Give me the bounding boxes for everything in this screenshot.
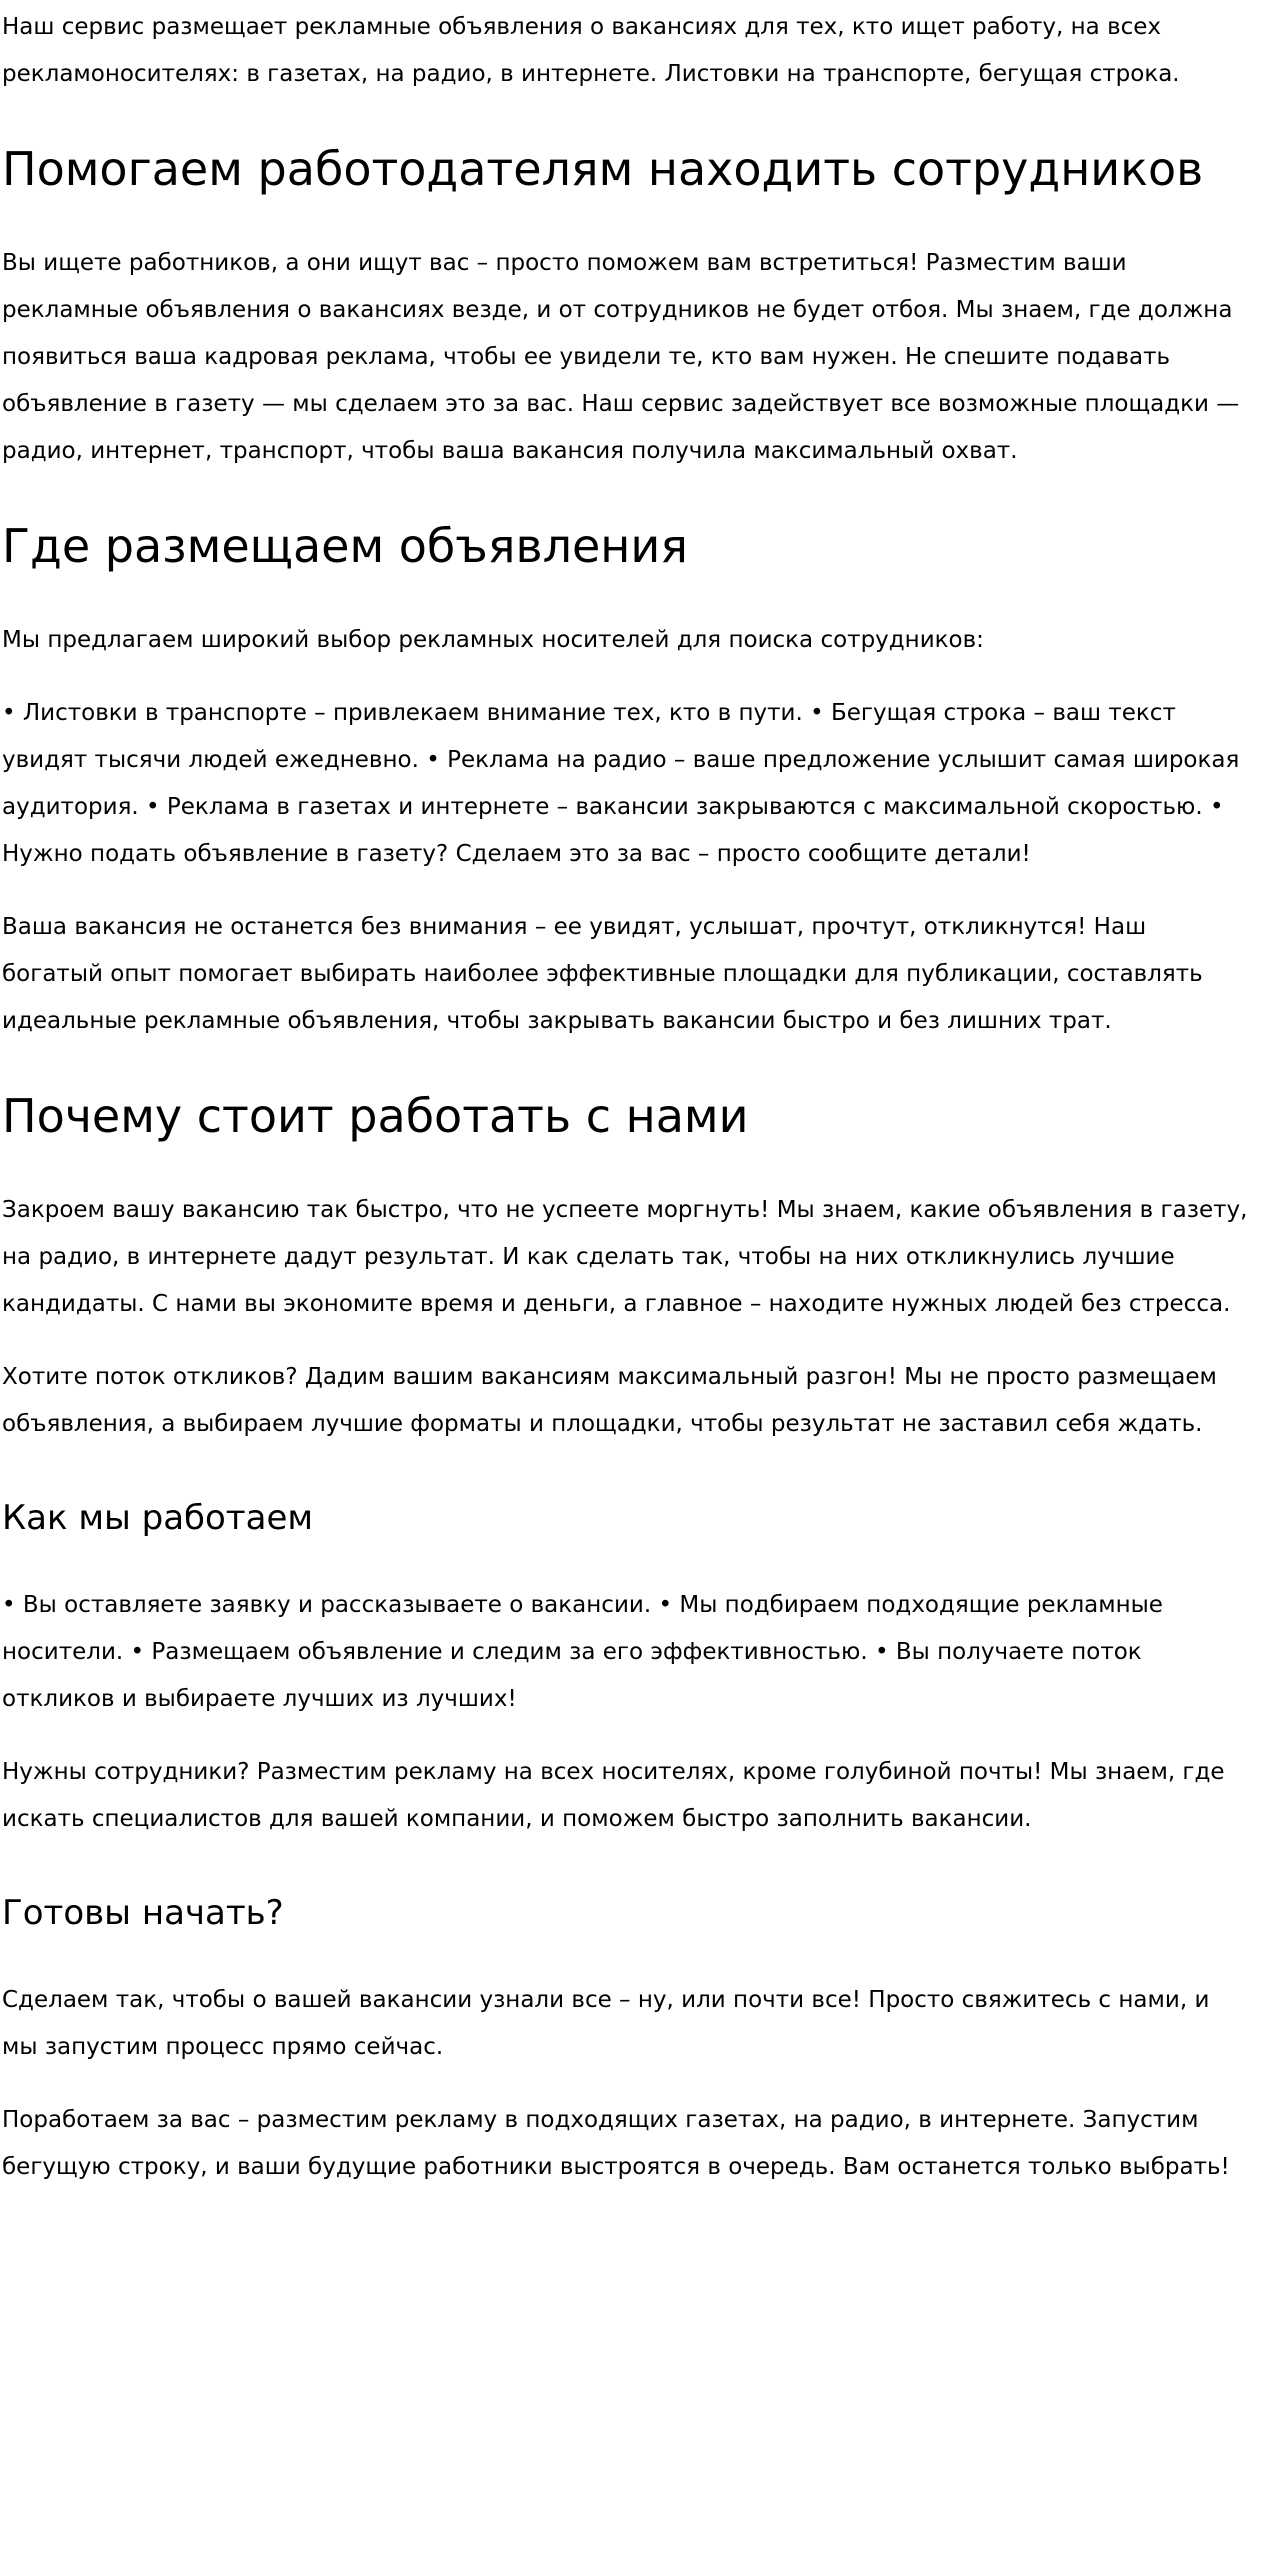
- paragraph-response-flow: Хотите поток откликов? Дадим вашим вакансиям максимальный разгон! Мы не просто размещаем объявления, а выбираем лучшие форматы и площадки, чтобы результат не заставил себя ждать.: [2, 1364, 1217, 1437]
- heading-where-we-place-ads: Где размещаем объявления: [2, 519, 688, 573]
- heading-why-work-with-us: Почему стоит работать с нами: [2, 1089, 749, 1143]
- paragraph-contact-us: Сделаем так, чтобы о вашей вакансии узнали все – ну, или почти все! Просто свяжитесь с нами, и мы запустим процесс прямо сейчас.: [2, 1987, 1210, 2060]
- paragraph-we-will-do-it-for-you: Поработаем за вас – разместим рекламу в подходящих газетах, на радио, в интернете. Запустим бегущую строку, и ваши будущие работники выстроятся в очередь. Вам останется только выбрать!: [2, 2107, 1230, 2180]
- paragraph-close-vacancy-fast: Закроем вашу вакансию так быстро, что не успеете моргнуть! Мы знаем, какие объявления в газету, на радио, в интернете дадут результат. И как сделать так, чтобы на них откликнулись лучшие кандидаты. С нами вы экономите время и деньги, а главное – находите нужных людей без стресса.: [2, 1197, 1248, 1317]
- paragraph-you-seek-workers: Вы ищете работников, а они ищут вас – просто поможем вам встретиться! Разместим ваши рекламные объявления о вакансиях везде, и от сотрудников не будет отбоя. Мы знаем, где должна появиться ваша кадровая реклама, чтобы ее увидели те, кто вам нужен. Не спешите подавать объявление в газету — мы сделаем это за вас. Наш сервис задействует все возможные площадки — радио, интернет, транспорт, чтобы ваша вакансия получила максимальный охват.: [2, 250, 1240, 464]
- paragraph-media-bullet-list: • Листовки в транспорте – привлекаем внимание тех, кто в пути. • Бегущая строка – ваш текст увидят тысячи людей ежедневно. • Реклама на радио – ваше предложение услышит самая широкая аудитория. • Реклама в газетах и интернете – вакансии закрываются с максимальной скоростью. • Нужно подать объявление в газету? Сделаем это за вас – просто сообщите детали!: [2, 700, 1240, 867]
- heading-ready-to-start: Готовы начать?: [2, 1893, 284, 1933]
- heading-how-we-work: Как мы работаем: [2, 1498, 314, 1538]
- paragraph-media-choice-lead: Мы предлагаем широкий выбор рекламных носителей для поиска сотрудников:: [2, 627, 984, 653]
- paragraph-vacancy-noticed: Ваша вакансия не останется без внимания – ее увидят, услышат, прочтут, откликнутся! Наш богатый опыт помогает выбирать наиболее эффективные площадки для публикации, составлять идеальные рекламные объявления, чтобы закрывать вакансии быстро и без лишних трат.: [2, 914, 1203, 1034]
- paragraph-need-employees: Нужны сотрудники? Разместим рекламу на всех носителях, кроме голубиной почты! Мы знаем, где искать специалистов для вашей компании, и поможем быстро заполнить вакансии.: [2, 1759, 1225, 1832]
- paragraph-process-bullet-list: • Вы оставляете заявку и рассказываете о вакансии. • Мы подбираем подходящие рекламные носители. • Размещаем объявление и следим за его эффективностью. • Вы получаете поток откликов и выбираете лучших из лучших!: [2, 1592, 1163, 1712]
- heading-help-employers: Помогаем работодателям находить сотрудников: [2, 142, 1204, 196]
- intro-paragraph: Наш сервис размещает рекламные объявления о вакансиях для тех, кто ищет работу, на всех рекламоносителях: в газетах, на радио, в интернете. Листовки на транспорте, бегущая строка.: [2, 14, 1180, 87]
